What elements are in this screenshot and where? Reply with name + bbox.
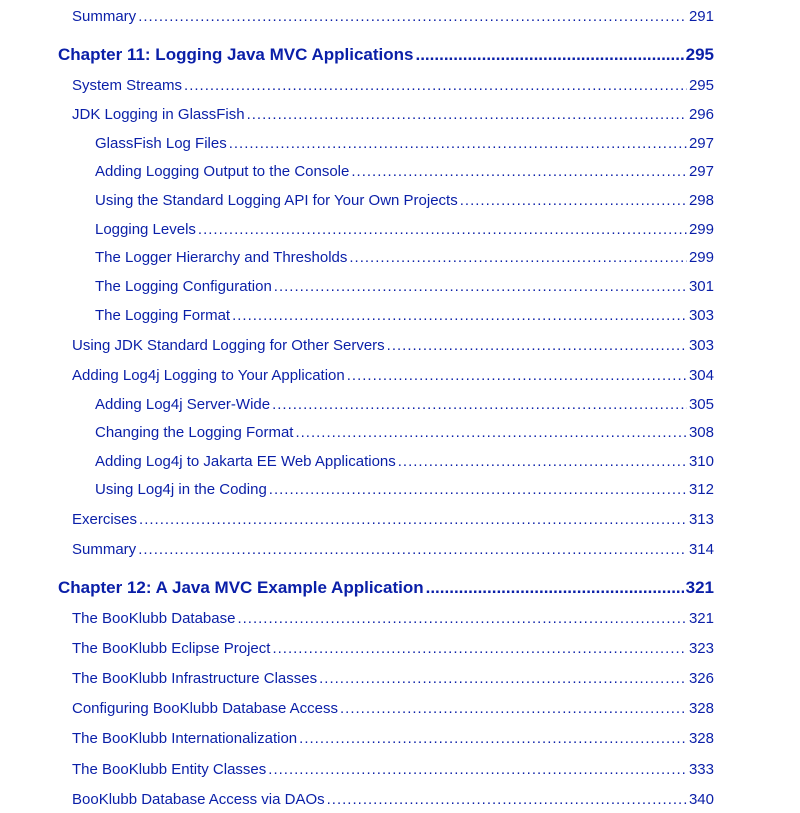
page-number: 296 bbox=[688, 106, 714, 123]
toc-entry[interactable] bbox=[72, 761, 714, 783]
toc-subentry[interactable] bbox=[95, 307, 714, 329]
dot-leader bbox=[349, 249, 687, 266]
toc-entry-title: Adding Log4j to Jakarta EE Web Applications bbox=[95, 453, 396, 470]
toc-entry-title: The BooKlubb Infrastructure Classes bbox=[72, 670, 318, 687]
page-number: 321 bbox=[688, 610, 714, 627]
toc-entry[interactable] bbox=[72, 640, 714, 662]
toc-entry-title: System Streams bbox=[72, 77, 183, 94]
toc-entry-title: Configuring BooKlubb Database Access bbox=[72, 700, 339, 717]
page-number: 340 bbox=[688, 791, 714, 808]
toc-subentry[interactable] bbox=[95, 221, 714, 243]
toc-entry[interactable] bbox=[72, 8, 714, 30]
page-number: 303 bbox=[688, 337, 714, 354]
dot-leader bbox=[460, 192, 687, 209]
page-number: 314 bbox=[688, 541, 714, 558]
toc-entry[interactable] bbox=[72, 700, 714, 722]
toc-entry-title: The Logging Configuration bbox=[95, 278, 272, 295]
toc-subentry[interactable] bbox=[95, 424, 714, 446]
dot-leader bbox=[272, 396, 687, 413]
dot-leader bbox=[295, 424, 687, 441]
page-number: 333 bbox=[688, 761, 714, 778]
page-number: 323 bbox=[688, 640, 714, 657]
dot-leader bbox=[138, 541, 687, 558]
toc-entry[interactable] bbox=[72, 77, 714, 99]
toc-subentry[interactable] bbox=[95, 278, 714, 300]
dot-leader bbox=[272, 640, 687, 657]
toc-entry-title: Summary bbox=[72, 541, 137, 558]
dot-leader bbox=[247, 106, 687, 123]
toc-entry[interactable] bbox=[72, 541, 714, 563]
toc-chapter-title: Chapter 11: Logging Java MVC Applications bbox=[58, 45, 414, 64]
toc-entry-title: Summary bbox=[72, 8, 137, 25]
dot-leader bbox=[198, 221, 687, 238]
page-number: 321 bbox=[685, 578, 714, 597]
dot-leader bbox=[398, 453, 687, 470]
page-number: 312 bbox=[688, 481, 714, 498]
dot-leader bbox=[299, 730, 687, 747]
toc-entry-title: GlassFish Log Files bbox=[95, 135, 227, 152]
toc-entry[interactable] bbox=[72, 730, 714, 752]
toc-entry[interactable] bbox=[72, 511, 714, 533]
dot-leader bbox=[351, 163, 687, 180]
toc-subentry[interactable] bbox=[95, 481, 714, 503]
dot-leader bbox=[274, 278, 687, 295]
toc-entry-title: Changing the Logging Format bbox=[95, 424, 294, 441]
toc-entry-title: BooKlubb Database Access via DAOs bbox=[72, 791, 325, 808]
dot-leader bbox=[232, 307, 687, 324]
page-number: 291 bbox=[688, 8, 714, 25]
toc-subentry[interactable] bbox=[95, 163, 714, 185]
toc-entry[interactable] bbox=[72, 791, 714, 813]
dot-leader bbox=[269, 481, 687, 498]
dot-leader bbox=[415, 45, 683, 65]
dot-leader bbox=[340, 700, 687, 717]
toc-chapter-title: Chapter 12: A Java MVC Example Application bbox=[58, 578, 424, 597]
toc-entry-title: Adding Log4j Server-Wide bbox=[95, 396, 271, 413]
dot-leader bbox=[184, 77, 687, 94]
page-number: 304 bbox=[688, 367, 714, 384]
toc-entry[interactable] bbox=[72, 337, 714, 359]
toc-subentry[interactable] bbox=[95, 249, 714, 271]
dot-leader bbox=[229, 135, 687, 152]
page-number: 305 bbox=[688, 396, 714, 413]
toc-chapter[interactable] bbox=[58, 578, 714, 600]
toc-entry-title: JDK Logging in GlassFish bbox=[72, 106, 245, 123]
toc-entry-title: Using the Standard Logging API for Your Own Projects bbox=[95, 192, 458, 209]
page-number: 298 bbox=[688, 192, 714, 209]
toc-entry-title: The Logging Format bbox=[95, 307, 231, 324]
toc-entry[interactable] bbox=[72, 610, 714, 632]
page-number: 301 bbox=[688, 278, 714, 295]
dot-leader bbox=[347, 367, 687, 384]
dot-leader bbox=[268, 761, 687, 778]
page-number: 299 bbox=[688, 249, 714, 266]
toc-entry[interactable] bbox=[72, 106, 714, 128]
page-number: 297 bbox=[688, 163, 714, 180]
toc-entry-title: Adding Log4j Logging to Your Application bbox=[72, 367, 345, 384]
toc-subentry[interactable] bbox=[95, 396, 714, 418]
page-number: 303 bbox=[688, 307, 714, 324]
toc-entry[interactable] bbox=[72, 367, 714, 389]
page-number: 313 bbox=[688, 511, 714, 528]
dot-leader bbox=[387, 337, 687, 354]
dot-leader bbox=[139, 511, 687, 528]
dot-leader bbox=[138, 8, 687, 25]
toc-entry[interactable] bbox=[72, 670, 714, 692]
toc-entry-title: The Logger Hierarchy and Thresholds bbox=[95, 249, 348, 266]
page-number: 310 bbox=[688, 453, 714, 470]
toc-entry-title: The BooKlubb Eclipse Project bbox=[72, 640, 271, 657]
page-number: 326 bbox=[688, 670, 714, 687]
toc-entry-title: Logging Levels bbox=[95, 221, 196, 238]
page-number: 328 bbox=[688, 700, 714, 717]
toc-entry-title: Using JDK Standard Logging for Other Servers bbox=[72, 337, 385, 354]
toc-subentry[interactable] bbox=[95, 453, 714, 475]
dot-leader bbox=[426, 578, 684, 598]
page-number: 295 bbox=[688, 77, 714, 94]
page-number: 297 bbox=[688, 135, 714, 152]
dot-leader bbox=[319, 670, 687, 687]
toc-entry-title: The BooKlubb Entity Classes bbox=[72, 761, 267, 778]
toc-entry-title: The BooKlubb Database bbox=[72, 610, 236, 627]
toc-entry-title: Adding Logging Output to the Console bbox=[95, 163, 350, 180]
toc-subentry[interactable] bbox=[95, 135, 714, 157]
toc-entry-title: Using Log4j in the Coding bbox=[95, 481, 267, 498]
toc-entry-title: The BooKlubb Internationalization bbox=[72, 730, 298, 747]
page-number: 295 bbox=[685, 45, 714, 64]
toc-subentry[interactable] bbox=[95, 192, 714, 214]
page-number: 328 bbox=[688, 730, 714, 747]
page-number: 308 bbox=[688, 424, 714, 441]
page-number: 299 bbox=[688, 221, 714, 238]
dot-leader bbox=[237, 610, 687, 627]
toc-chapter[interactable] bbox=[58, 45, 714, 67]
toc-entry-title: Exercises bbox=[72, 511, 138, 528]
